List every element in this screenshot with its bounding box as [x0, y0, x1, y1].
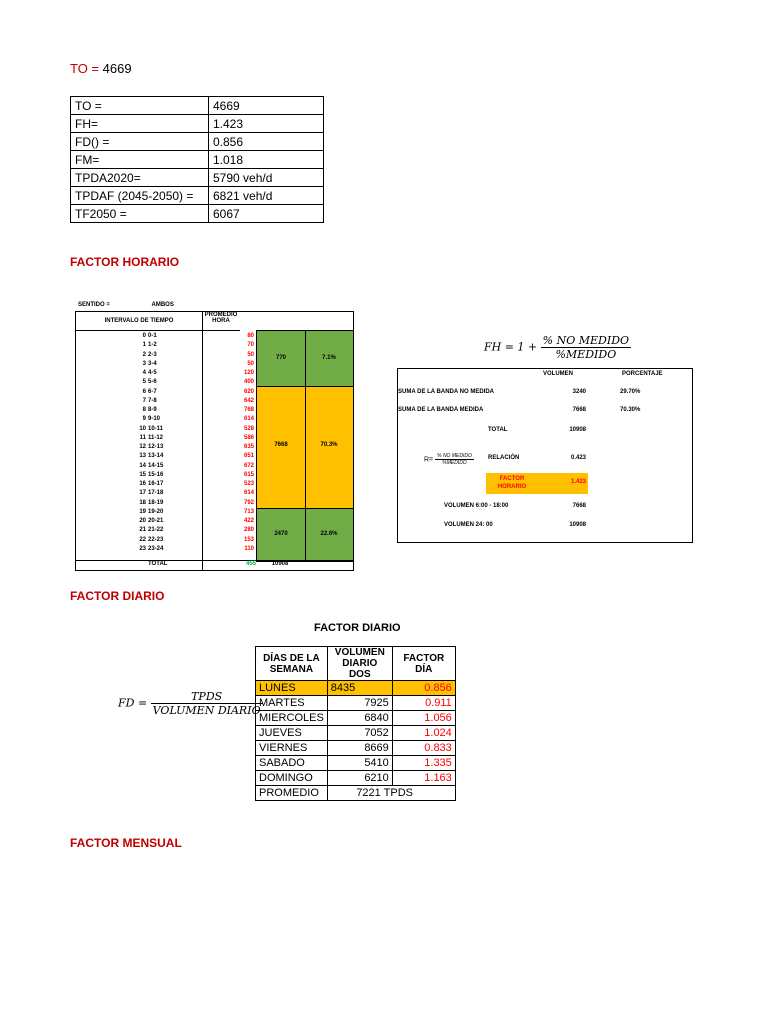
- block-1-vol: 770: [275, 355, 286, 361]
- summary-key: TO =: [71, 97, 209, 115]
- horario-row: [76, 489, 256, 498]
- calc-row2-vol: 7668: [572, 407, 586, 413]
- horario-row: [76, 508, 256, 517]
- row-index: 11: [139, 434, 146, 441]
- row-value: 642: [243, 397, 254, 404]
- to-value: 4669: [102, 61, 132, 76]
- col-promedio: PROMEDIO HORA: [202, 312, 240, 331]
- row-index: 23: [139, 545, 146, 552]
- row-value: 80: [247, 333, 254, 339]
- horario-row: [76, 415, 256, 424]
- row-index: 2: [142, 351, 146, 358]
- diario-title: FACTOR DIARIO: [314, 622, 401, 634]
- heading-factor-mensual: FACTOR MENSUAL: [70, 836, 182, 850]
- promedio-cell: [327, 786, 455, 801]
- row-value: 528: [243, 425, 254, 432]
- row-interval: 17-18: [148, 490, 164, 497]
- dia-volumen: 7052: [327, 726, 392, 741]
- row-value: 50: [247, 360, 254, 367]
- horario-row: [76, 388, 256, 397]
- col-dias: DÍAS DE LA SEMANA: [256, 647, 328, 681]
- row-value: 651: [243, 453, 254, 460]
- calc-row1-pct: 29.70%: [620, 389, 641, 395]
- row-interval: 8-9: [148, 407, 157, 413]
- row-interval: 2-3: [148, 351, 157, 358]
- row-index: 13: [139, 453, 146, 460]
- fd-fraction: [151, 690, 263, 717]
- horario-row: [76, 517, 256, 526]
- summary-key: TPDA2020=: [71, 169, 209, 187]
- relacion-value: 0.423: [570, 455, 586, 461]
- row-value: 50: [247, 351, 254, 358]
- r-formula: [424, 453, 474, 466]
- row-value: 400: [243, 379, 254, 386]
- row-value: 153: [243, 536, 254, 543]
- dia-factor: 0.911: [392, 696, 455, 711]
- fh-den: %MEDIDO: [555, 348, 617, 361]
- row-index: 0: [142, 333, 146, 339]
- calc-total-vol: 10908: [569, 427, 586, 433]
- block-2-pct: 70.3%: [320, 442, 338, 448]
- col-intervalo: INTERVALO DE TIEMPO: [76, 312, 203, 331]
- horario-row: [76, 341, 256, 350]
- sentido-row: [78, 302, 174, 308]
- block-3-vol: 2470: [274, 531, 288, 537]
- summary-row: [71, 151, 324, 169]
- fh-lhs: FH = 1 +: [484, 340, 538, 354]
- summary-key: FH=: [71, 115, 209, 133]
- dia-volumen: 8669: [327, 741, 392, 756]
- row-index: 1: [142, 342, 146, 349]
- fd-den: VOLUMEN DIARIO: [152, 704, 261, 717]
- row-interval: 3-4: [148, 360, 157, 367]
- row-value: 768: [243, 407, 254, 413]
- relacion-label: RELACIÓN: [488, 455, 520, 461]
- horario-row: [76, 545, 256, 554]
- row-interval: 21-22: [148, 527, 164, 534]
- summary-row: [71, 97, 324, 115]
- summary-value: 6067: [209, 205, 324, 223]
- row-value: 523: [243, 481, 254, 487]
- diario-row: [256, 711, 456, 726]
- dia-factor: 1.163: [392, 771, 455, 786]
- dia-volumen: 6840: [327, 711, 392, 726]
- row-interval: 11-12: [148, 434, 164, 441]
- dia-name: JUEVES: [256, 726, 328, 741]
- dia-factor: 0.856: [392, 681, 455, 696]
- row-index: 4: [142, 370, 146, 376]
- summary-value: 1.018: [209, 151, 324, 169]
- summary-value: 4669: [209, 97, 324, 115]
- horario-row: [76, 351, 256, 360]
- horario-table: [75, 311, 354, 571]
- total-value: 455: [245, 561, 256, 567]
- summary-value: 1.423: [209, 115, 324, 133]
- row-index: 8: [142, 407, 146, 413]
- horario-row: [76, 452, 256, 461]
- row-index: 17: [139, 490, 146, 497]
- to-line: [70, 61, 132, 76]
- calc-total-label: TOTAL: [488, 427, 508, 433]
- row-interval: 18-19: [148, 499, 164, 506]
- calc-col-porcentaje: PORCENTAJE: [622, 371, 663, 377]
- block-3-pct: 22.6%: [320, 531, 338, 537]
- row-value: 614: [243, 490, 254, 497]
- horario-row: [76, 526, 256, 535]
- summary-row: [71, 169, 324, 187]
- row-index: 16: [139, 481, 146, 487]
- summary-row: [71, 187, 324, 205]
- row-interval: 15-16: [148, 471, 164, 478]
- promedio-unit: TPDS: [383, 787, 413, 799]
- row-interval: 20-21: [148, 518, 164, 524]
- diario-row: [256, 756, 456, 771]
- horario-row: [76, 360, 256, 369]
- dia-volumen: 5410: [327, 756, 392, 771]
- row-index: 12: [139, 444, 146, 450]
- row-interval: 19-20: [148, 508, 164, 515]
- calc-row1-vol: 3240: [572, 389, 586, 395]
- promedio-label: PROMEDIO: [256, 786, 328, 801]
- dia-name: DOMINGO: [256, 771, 328, 786]
- diario-row: [256, 741, 456, 756]
- horario-row: [76, 443, 256, 452]
- divider: [305, 387, 306, 509]
- fd-formula: [118, 690, 263, 717]
- dia-name: SABADO: [256, 756, 328, 771]
- fd-num: TPDS: [151, 690, 263, 704]
- sentido-value: AMBOS: [151, 302, 174, 308]
- row-value: 614: [243, 416, 254, 423]
- row-index: 3: [142, 360, 146, 367]
- fh-num: % NO MEDIDO: [542, 334, 630, 347]
- row-interval: 4-5: [148, 370, 157, 376]
- dia-name: LUNES: [256, 681, 328, 696]
- row-index: 10: [139, 425, 146, 432]
- fh-formula: [484, 334, 631, 361]
- horario-row: [76, 332, 256, 341]
- row-index: 7: [142, 397, 146, 404]
- row-index: 14: [139, 462, 146, 469]
- horario-row: [76, 406, 256, 415]
- r-num: % NO MEDIDO: [437, 453, 472, 459]
- col-volumen: VOLUMEN DIARIO DOS: [327, 647, 392, 681]
- row-value: 110: [244, 545, 254, 552]
- horario-row: [76, 434, 256, 443]
- row-value: 672: [243, 462, 254, 469]
- calc-row1-label: SUMA DE LA BANDA NO MEDIDA: [398, 389, 494, 395]
- row-index: 19: [139, 508, 146, 515]
- horario-row: [76, 471, 256, 480]
- r-den: %MEDIDO: [442, 460, 467, 466]
- row-value: 713: [243, 508, 254, 515]
- horario-row: [76, 369, 256, 378]
- vol-6-18-value: 7668: [572, 503, 586, 509]
- fd-lhs: FD =: [118, 696, 148, 710]
- horario-row: [76, 378, 256, 387]
- calc-row2-pct: 70.30%: [620, 407, 641, 413]
- vol-24-value: 10908: [569, 522, 586, 528]
- dia-name: MARTES: [256, 696, 328, 711]
- row-value: 635: [243, 444, 254, 450]
- diario-row: [256, 771, 456, 786]
- row-interval: 6-7: [148, 388, 157, 395]
- row-interval: 22-23: [148, 536, 164, 543]
- dia-volumen: 6210: [327, 771, 392, 786]
- total-sum: 10908: [271, 561, 289, 567]
- summary-row: [71, 115, 324, 133]
- row-interval: 0-1: [148, 333, 157, 339]
- heading-factor-horario: FACTOR HORARIO: [70, 255, 180, 269]
- row-interval: 13-14: [148, 453, 164, 460]
- summary-key: TPDAF (2045-2050) =: [71, 187, 209, 205]
- dia-factor: 1.335: [392, 756, 455, 771]
- row-index: 15: [139, 471, 146, 478]
- fh-highlight: [486, 473, 588, 494]
- row-index: 21: [139, 527, 146, 534]
- summary-key: FM=: [71, 151, 209, 169]
- calc-col-volumen: VOLUMEN: [543, 371, 573, 377]
- vol-24-label: VOLUMEN 24: 00: [444, 522, 493, 528]
- to-label: TO =: [70, 61, 103, 76]
- dia-volumen: 7925: [327, 696, 392, 711]
- horario-row: [76, 536, 256, 545]
- row-interval: 12-13: [148, 444, 164, 450]
- row-interval: 16-17: [148, 481, 164, 487]
- diario-row: [256, 696, 456, 711]
- calc-row2-label: SUMA DE LA BANDA MEDIDA: [398, 407, 484, 413]
- diario-table: [255, 646, 456, 801]
- horario-row: [76, 499, 256, 508]
- row-index: 6: [142, 388, 146, 395]
- horario-row: [76, 425, 256, 434]
- horario-row: [76, 480, 256, 489]
- row-interval: 10-11: [148, 425, 164, 432]
- row-interval: 5-6: [148, 379, 157, 386]
- sentido-label: SENTIDO =: [78, 302, 110, 308]
- r-lhs: R=: [424, 456, 434, 464]
- row-index: 20: [139, 518, 146, 524]
- col-factor: FACTOR DÍA: [392, 647, 455, 681]
- row-value: 792: [243, 499, 254, 506]
- fh-fraction: [541, 334, 631, 361]
- r-fraction: [435, 453, 474, 466]
- row-value: 422: [243, 518, 254, 524]
- summary-value: 5790 veh/d: [209, 169, 324, 187]
- summary-value: 6821 veh/d: [209, 187, 324, 205]
- row-value: 280: [243, 527, 254, 534]
- dia-factor: 1.024: [392, 726, 455, 741]
- row-index: 22: [139, 536, 146, 543]
- dia-name: VIERNES: [256, 741, 328, 756]
- block-3: [256, 508, 354, 562]
- summary-table: [70, 96, 324, 223]
- dia-factor: 0.833: [392, 741, 455, 756]
- vol-6-18-label: VOLUMEN 6:00 - 18:00: [444, 503, 509, 509]
- block-1: [256, 330, 354, 388]
- dia-name: MIERCOLES: [256, 711, 328, 726]
- horario-row: [76, 462, 256, 471]
- promedio-row: [256, 786, 456, 801]
- fh-label: FACTOR HORARIO: [497, 476, 527, 490]
- row-value: 586: [243, 434, 254, 441]
- summary-row: [71, 205, 324, 223]
- row-interval: 9-10: [148, 416, 161, 423]
- dia-factor: 1.056: [392, 711, 455, 726]
- fh-value: 1.423: [570, 479, 586, 485]
- dia-volumen: 8435: [327, 681, 392, 696]
- block-2-vol: 7668: [274, 442, 288, 448]
- total-label: TOTAL: [148, 561, 168, 567]
- row-interval: 23-24: [148, 545, 164, 552]
- diario-row: [256, 726, 456, 741]
- row-value: 615: [243, 471, 254, 478]
- row-value: 120: [243, 370, 254, 376]
- row-index: 9: [142, 416, 146, 423]
- row-interval: 7-8: [148, 397, 157, 404]
- heading-factor-diario: FACTOR DIARIO: [70, 589, 165, 603]
- block-2: [256, 386, 354, 510]
- summary-value: 0.856: [209, 133, 324, 151]
- row-interval: 14-15: [148, 462, 164, 469]
- row-index: 18: [139, 499, 146, 506]
- diario-row: [256, 681, 456, 696]
- calc-box: [397, 368, 693, 543]
- row-value: 70: [247, 342, 254, 349]
- row-value: 620: [243, 388, 254, 395]
- block-1-pct: 7.1%: [322, 355, 336, 361]
- summary-key: FD() =: [71, 133, 209, 151]
- promedio-value: 7221: [356, 787, 381, 799]
- summary-row: [71, 133, 324, 151]
- summary-key: TF2050 =: [71, 205, 209, 223]
- row-index: 5: [142, 379, 146, 386]
- row-interval: 1-2: [148, 342, 157, 349]
- horario-row: [76, 397, 256, 406]
